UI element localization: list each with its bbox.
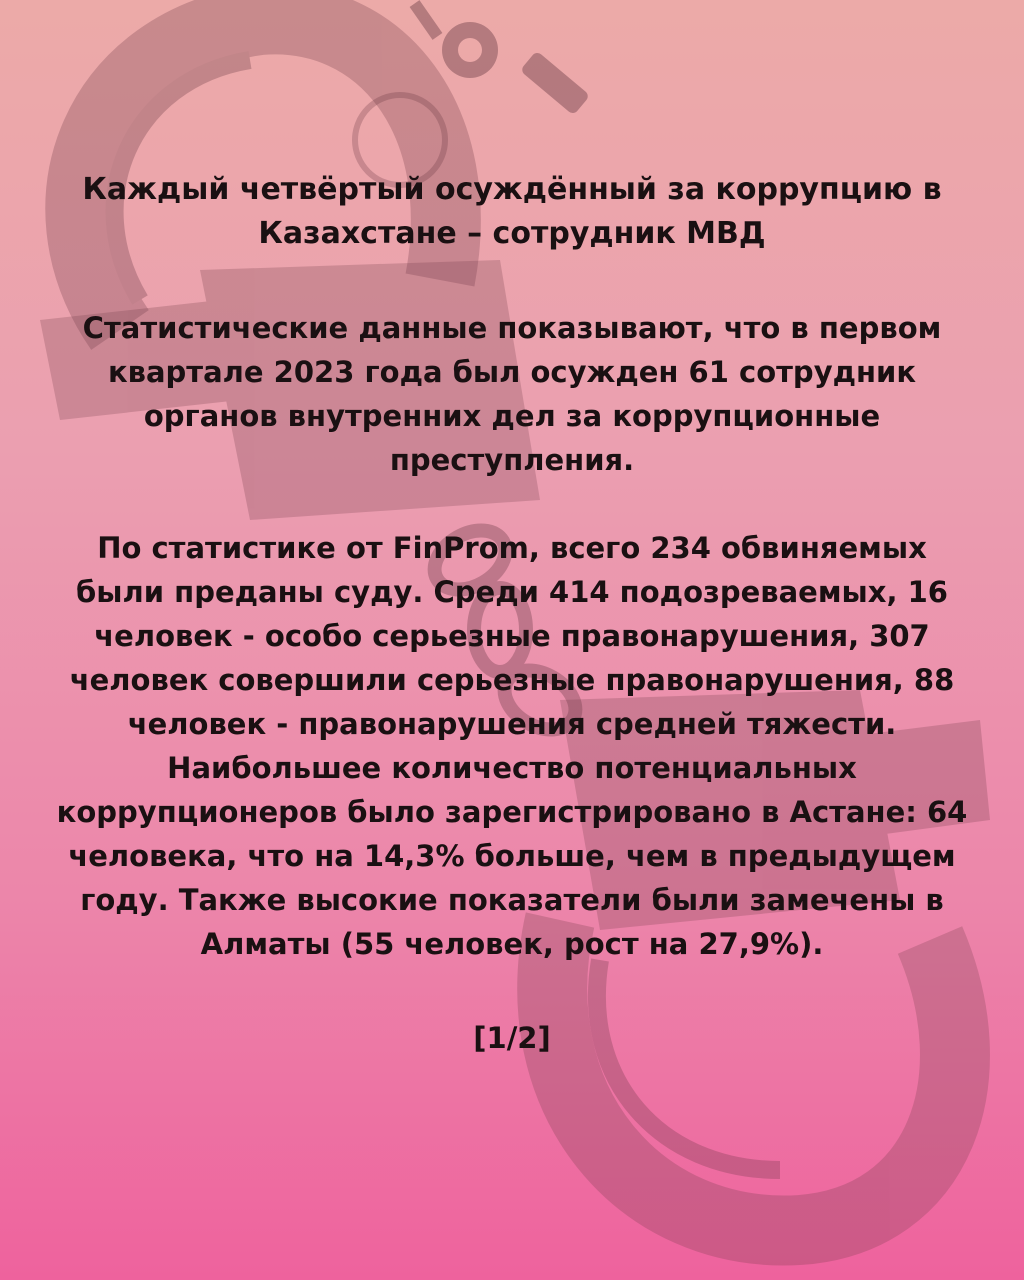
post-title: Каждый четвёртый осуждённый за коррупцию в Казахстане – сотрудник МВД	[82, 172, 942, 251]
paragraph-finprom-stats: По статистике от FinProm, всего 234 обвиняемых были преданы суду. Среди 414 подозреваемых, 16 человек - особо серьезные правонарушения, 307 человек совершили серьезные правонарушения, 88 человек - правонарушения средней тяжести. Наибольшее количество потенциальных коррупционеров было зарегистрировано в Астане: 64 человека, что на 14,3% больше, чем в предыдущем году. Также высокие показатели были замечены в Алматы (55 человек, рост на 27,9%).	[56, 531, 968, 961]
page-indicator: [1/2]	[473, 1021, 551, 1055]
paragraph-conviction-stats: Статистические данные показывают, что в первом квартале 2023 года был осужден 61 сотрудник органов внутренних дел за коррупционные преступления.	[82, 311, 942, 477]
post-text-block	[52, 168, 972, 1060]
